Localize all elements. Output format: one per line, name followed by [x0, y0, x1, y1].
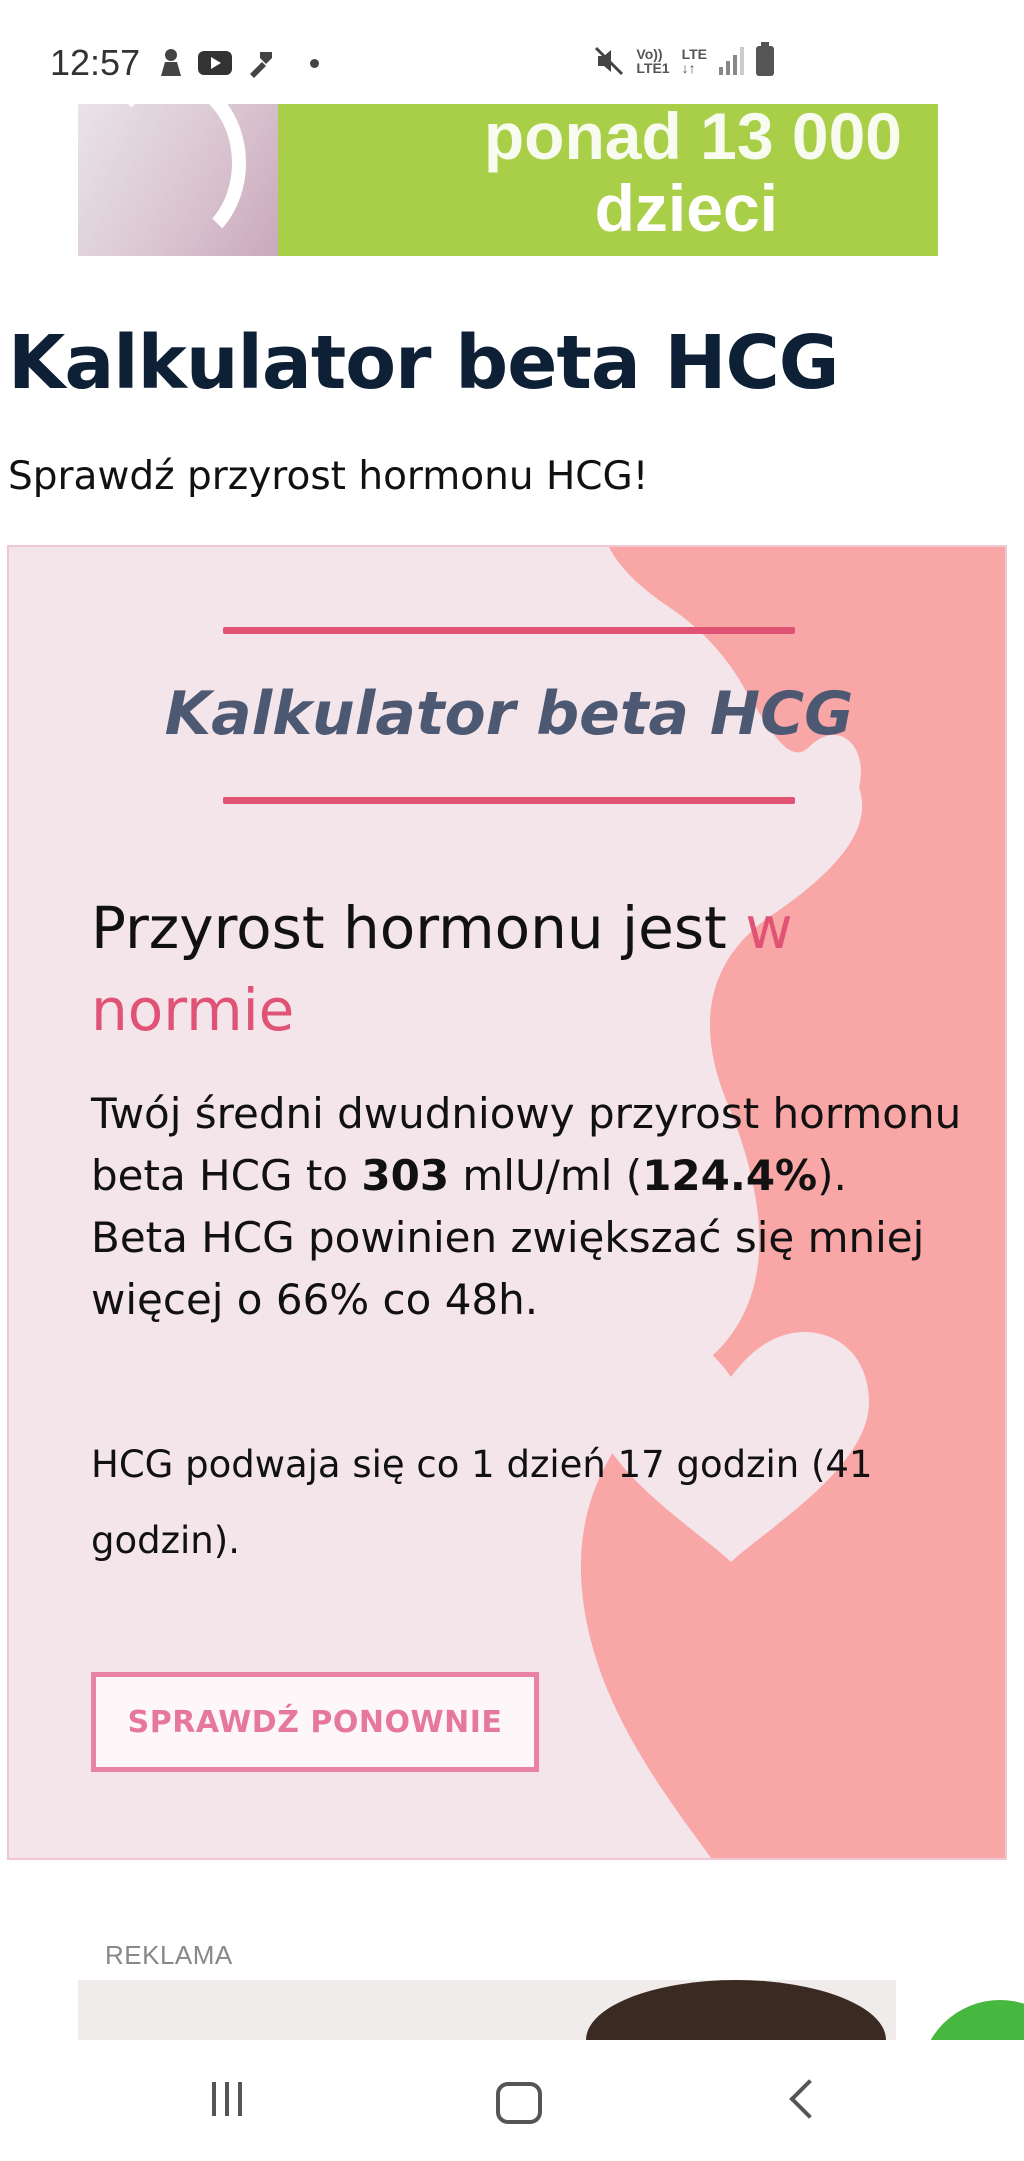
result-heading-accent: w normie: [91, 894, 793, 1044]
doubling-text: HCG podwaja się co 1 dzień 17 godzin (41 godzin).: [91, 1443, 873, 1562]
signal-bars-icon: [719, 47, 744, 75]
check-again-button[interactable]: SPRAWDŹ PONOWNIE: [91, 1672, 539, 1772]
card-title: Kalkulator beta HCG: [164, 679, 854, 749]
increase-percent: 124.4%: [642, 1151, 818, 1200]
ad-label: REKLAMA: [105, 1940, 233, 1970]
bottom-ad-banner[interactable]: [78, 1980, 896, 2040]
battery-icon: [756, 46, 774, 76]
lte-label: LTE: [681, 46, 707, 62]
lte-signal-icon: [682, 47, 707, 75]
close-paren: ).: [817, 1151, 847, 1200]
calculator-card: [7, 545, 1007, 1860]
android-character-icon: [158, 48, 184, 78]
result-text-part1: Twój średni dwudniowy przyrost hormonu beta HCG to: [91, 1089, 962, 1200]
status-icons-right: [594, 46, 774, 76]
status-time: 12:57: [50, 42, 141, 83]
navigation-bar: [0, 2040, 1024, 2161]
ad-image: [586, 1980, 886, 2040]
open-paren: (: [612, 1151, 643, 1200]
back-icon[interactable]: [789, 2079, 829, 2119]
increase-value: 303: [361, 1151, 450, 1200]
result-heading-prefix: Przyrost hormonu jest: [91, 894, 746, 962]
result-heading: [91, 887, 851, 1051]
status-bar: [0, 0, 1024, 110]
volte-icon: [636, 47, 669, 75]
volte-sub-label: LTE1: [636, 60, 670, 76]
volte-label: Vo)): [636, 46, 663, 62]
result-text: [91, 1083, 971, 1331]
page-subtitle: Sprawdź przyrost hormonu HCG!: [8, 454, 649, 499]
recent-apps-icon[interactable]: [212, 2082, 242, 2116]
expected-text: Beta HCG powinien zwiększać się mniej więcej o 66% co 48h.: [91, 1213, 925, 1324]
increase-unit: mlU/ml: [449, 1151, 613, 1200]
ad-line-1: ponad 13 000: [483, 104, 902, 173]
title-rule-bottom: [223, 797, 795, 804]
page-title: Kalkulator beta HCG: [8, 320, 839, 406]
youtube-icon: [198, 51, 232, 75]
lte-arrows-icon: ↓↑: [681, 60, 696, 76]
top-ad-banner[interactable]: [78, 104, 938, 256]
ad-line-2: dzieci: [594, 171, 778, 245]
mute-icon: [594, 46, 624, 76]
tool-icon: [246, 48, 276, 78]
notification-dot-icon: [310, 59, 319, 68]
ad-photo: [78, 104, 278, 256]
status-icons-left: [158, 48, 319, 78]
title-rule-top: [223, 627, 795, 634]
home-icon[interactable]: [496, 2082, 542, 2124]
